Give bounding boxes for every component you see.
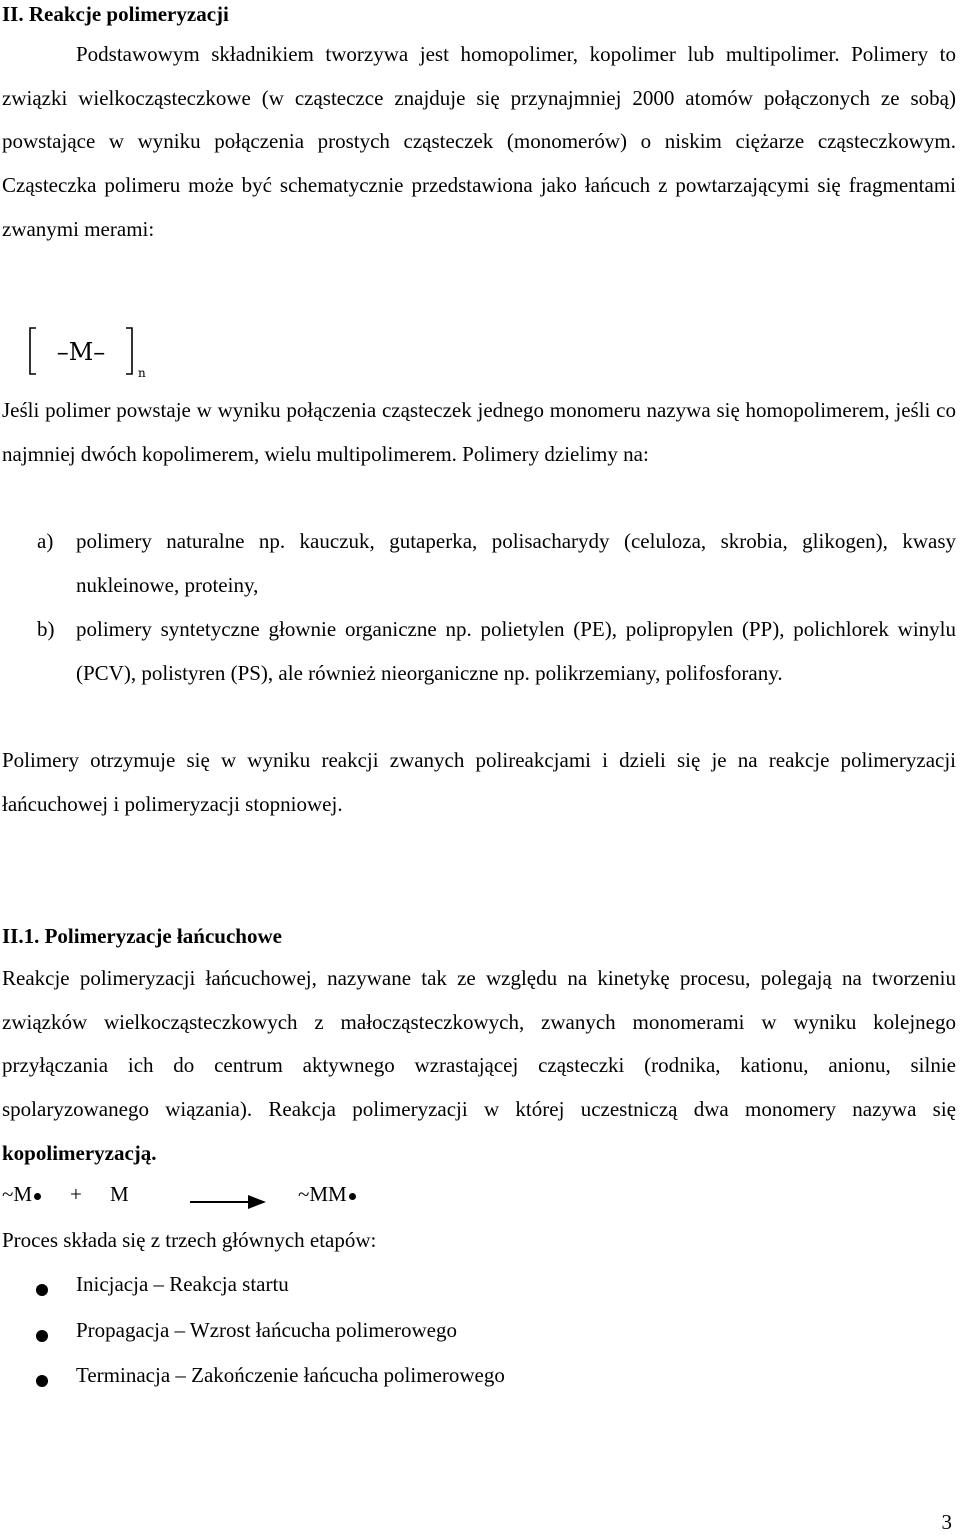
reactant-radical-label: ~M [2, 1182, 33, 1206]
product-radical-label: ~MM [298, 1182, 347, 1206]
stage-text: Propagacja – Wzrost łańcucha polimerowego [76, 1318, 457, 1342]
mer-unit: –M– [56, 338, 106, 366]
bullet-icon [36, 1375, 48, 1387]
radical-dot [349, 1193, 356, 1200]
stage-item [2, 1363, 702, 1403]
section-heading: II. Reakcje polimeryzacji [2, 2, 229, 26]
chain-paragraph-bold: kopolimeryzacją. [2, 1140, 157, 1165]
bullet-icon [36, 1330, 48, 1342]
intro-paragraph: Podstawowym składnikiem tworzywa jest homopolimer, kopolimer lub multipolimer. Polimery to związki wielkocząsteczkowe (w cząsteczce znajduje się przynajmniej 2000 atomów połączonych ze sobą) powstające w wyniku połączenia prostych cząsteczek (monomerów) o niskim ciężarze cząsteczkowym. Cząsteczka polimeru może być schematycznie przedstawiona jako łańcuch z powtarzającymi się fragmentami zwanymi merami: [2, 42, 956, 241]
reaction-plus: + [70, 1182, 82, 1206]
chain-paragraph [2, 957, 956, 1176]
list-marker: a) [37, 529, 54, 553]
stage-text: Terminacja – Zakończenie łańcucha polimerowego [76, 1363, 505, 1387]
right-bracket [126, 328, 132, 374]
closing-paragraph: Polimery otrzymuje się w wyniku reakcji zwanych polireakcjami i dzieli się je na reakcje polimeryzacji łańcuchowej i polimeryzacji stopniowej. [2, 748, 956, 816]
reaction-equation [2, 1180, 402, 1216]
chain-paragraph-text: Reakcje polimeryzacji łańcuchowej, nazywane tak ze względu na kinetykę procesu, polegają na tworzeniu związków wielkocząsteczkowych z małocząsteczkowych, zwanych monomerami w wyniku kolejnego przyłączania ich do centrum aktywnego wzrastającej cząsteczki (rodnika, kationu, anionu, silnie spolaryzowanego wiązania). Reakcja polimeryzacji w której uczestniczą dwa monomery nazywa się [2, 966, 956, 1122]
page-number: 3 [941, 1510, 952, 1534]
stage-item [2, 1272, 702, 1312]
product-radical [298, 1182, 356, 1207]
subsection-heading: II.1. Polimeryzacje łańcuchowe [2, 924, 282, 948]
list-marker: b) [37, 617, 55, 641]
radical-dot [34, 1193, 41, 1200]
list-item-natural [37, 520, 956, 607]
bullet-icon [36, 1284, 48, 1296]
list-text: polimery syntetyczne głownie organiczne np. polietylen (PE), polipropylen (PP), polichlorek winylu (PCV), polistyren (PS), ale również nieorganiczne np. polikrzemiany, polifosforany. [76, 617, 956, 685]
left-bracket [30, 328, 36, 374]
stage-item [2, 1318, 702, 1358]
types-paragraph: Jeśli polimer powstaje w wyniku połączenia cząsteczek jednego monomeru nazywa się homopolimerem, jeśli co najmniej dwóch kopolimerem, wielu multipolimerem. Polimery dzielimy na: [2, 398, 956, 466]
list-item-synthetic [37, 608, 956, 695]
mer-formula [28, 322, 158, 382]
mer-subscript: n [138, 366, 146, 380]
stage-text: Inicjacja – Reakcja startu [76, 1272, 289, 1296]
list-text: polimery naturalne np. kauczuk, gutaperka, polisacharydy (celuloza, skrobia, glikogen), kwasy nukleinowe, proteiny, [76, 529, 956, 597]
stages-intro: Proces składa się z trzech głównych etapów: [2, 1228, 377, 1252]
reaction-arrow-icon [188, 1192, 268, 1212]
reactant-monomer: M [110, 1182, 129, 1206]
reactant-radical [2, 1182, 41, 1207]
